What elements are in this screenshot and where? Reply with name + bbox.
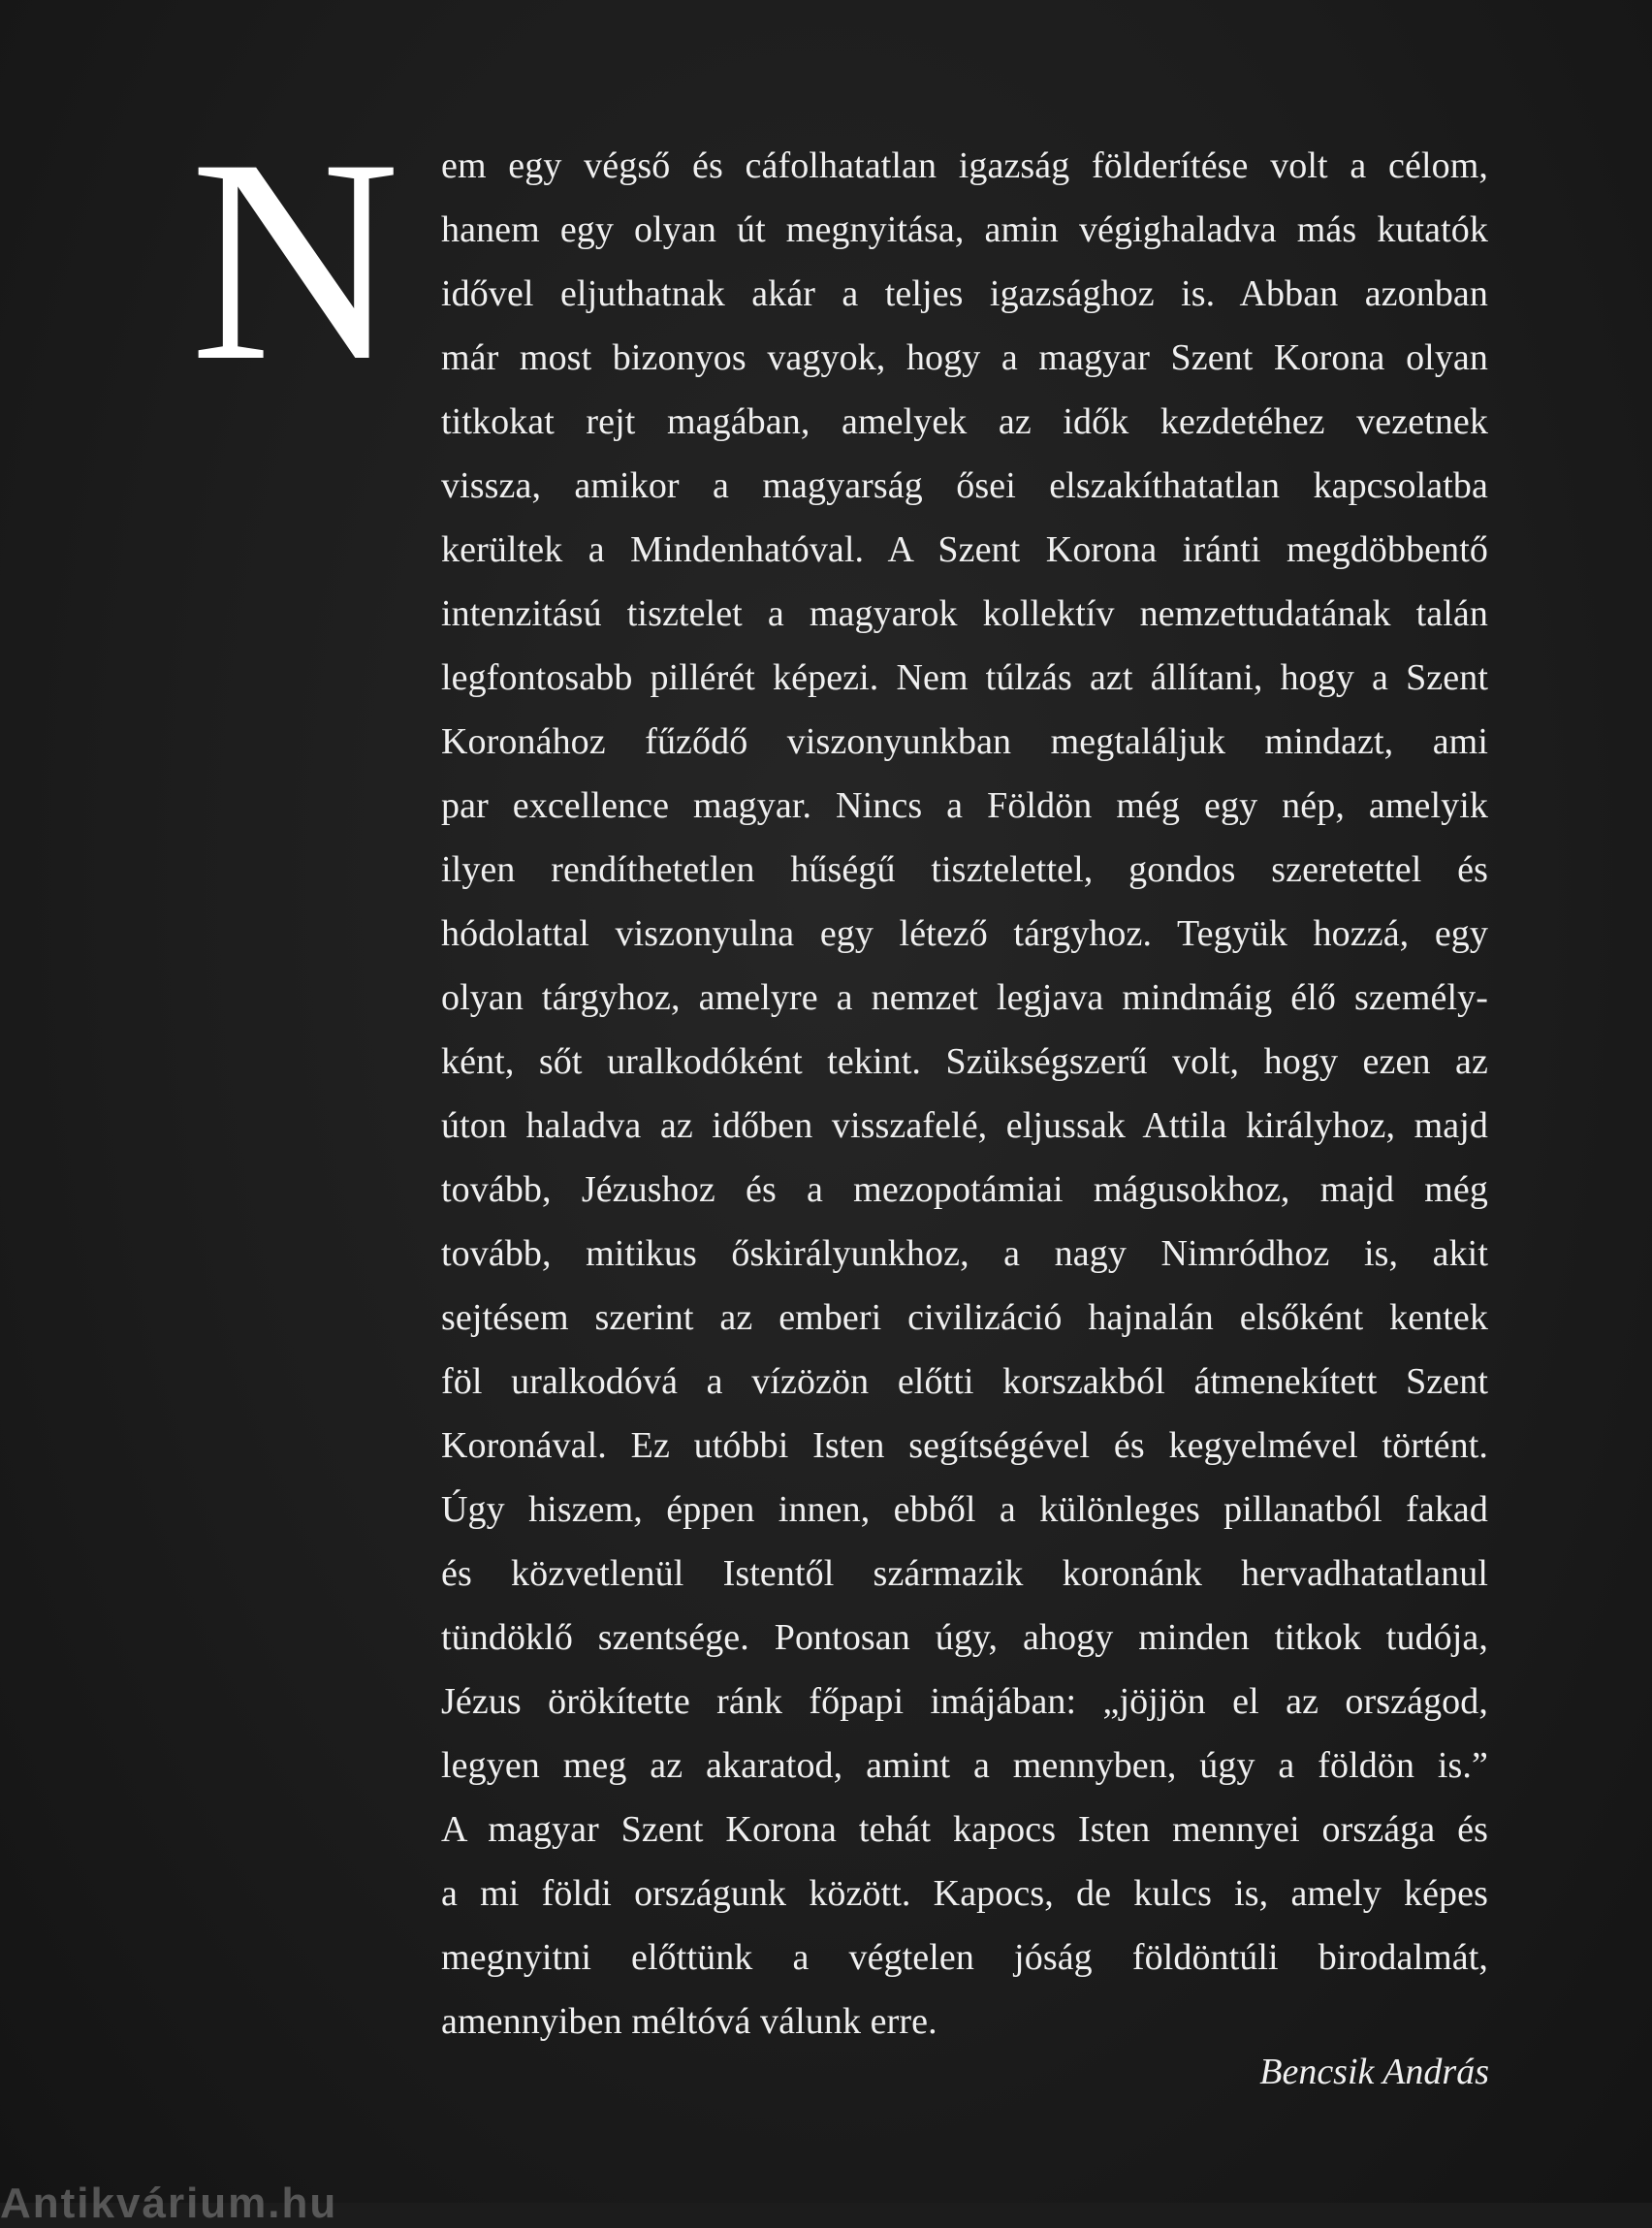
text-line: úton haladva az időben visszafelé, eljussak Attila királyhoz, majd: [441, 1105, 1488, 1146]
text-line: Úgy hiszem, éppen innen, ebből a különleges pillanatból fakad: [441, 1489, 1488, 1530]
text-line: föl uralkodóvá a vízözön előtti korszakból átmenekített Szent: [441, 1361, 1488, 1402]
text-line: tündöklő szentsége. Pontosan úgy, ahogy minden titkok tudója,: [441, 1617, 1488, 1658]
text-line: em egy végső és cáfolhatatlan igazság földerítése volt a célom,: [441, 145, 1488, 186]
text-line: vissza, amikor a magyarság ősei elszakíthatatlan kapcsolatba: [441, 465, 1488, 506]
author-signature: Bencsik András: [1259, 2052, 1489, 2092]
text-line: titkokat rejt magában, amelyek az idők kezdetéhez vezetnek: [441, 401, 1488, 442]
text-line: intenzitású tisztelet a magyarok kollektív nemzettudatának talán: [441, 593, 1488, 634]
watermark: Antikvárium.hu: [0, 2180, 338, 2227]
text-line: kerültek a Mindenhatóval. A Szent Korona iránti megdöbbentő: [441, 529, 1488, 570]
text-line: Jézus örökítette ránk főpapi imájában: „jöjjön el az országod,: [441, 1681, 1488, 1722]
text-line: megnyitni előttünk a végtelen jóság földöntúli birodalmát,: [441, 1937, 1488, 1978]
text-line: Koronával. Ez utóbbi Isten segítségével és kegyelmével történt.: [441, 1425, 1488, 1466]
text-line-last: amennyiben méltóvá válunk erre.: [441, 2001, 937, 2042]
text-line: tovább, mitikus őskirályunkhoz, a nagy Nimródhoz is, akit: [441, 1233, 1488, 1274]
text-line: már most bizonyos vagyok, hogy a magyar Szent Korona olyan: [441, 337, 1488, 378]
text-line: ként, sőt uralkodóként tekint. Szükségszerű volt, hogy ezen az: [441, 1041, 1488, 1082]
text-line: hanem egy olyan út megnyitása, amin végighaladva más kutatók: [441, 209, 1488, 250]
body-text: [441, 134, 1488, 2053]
text-line: idővel eljuthatnak akár a teljes igazsághoz is. Abban azonban: [441, 273, 1488, 314]
text-line: par excellence magyar. Nincs a Földön még egy nép, amelyik: [441, 785, 1488, 826]
text-line: tovább, Jézushoz és a mezopotámiai mágusokhoz, majd még: [441, 1169, 1488, 1210]
text-line: olyan tárgyhoz, amelyre a nemzet legjava mindmáig élő személy-: [441, 977, 1488, 1018]
text-line: A magyar Szent Korona tehát kapocs Isten mennyei országa és: [441, 1809, 1488, 1850]
text-line: és közvetlenül Istentől származik koronánk hervadhatatlanul: [441, 1553, 1488, 1594]
text-line: ilyen rendíthetetlen hűségű tisztelettel, gondos szeretettel és: [441, 849, 1488, 890]
text-line: Koronához fűződő viszonyunkban megtaláljuk mindazt, ami: [441, 721, 1488, 762]
text-line: a mi földi országunk között. Kapocs, de kulcs is, amely képes: [441, 1873, 1488, 1914]
text-line: sejtésem szerint az emberi civilizáció hajnalán elsőként kentek: [441, 1297, 1488, 1338]
text-line: legfontosabb pillérét képezi. Nem túlzás azt állítani, hogy a Szent: [441, 657, 1488, 698]
drop-cap: N: [190, 99, 400, 421]
text-line: hódolattal viszonyulna egy létező tárgyhoz. Tegyük hozzá, egy: [441, 913, 1488, 954]
text-line: legyen meg az akaratod, amint a mennyben, úgy a földön is.”: [441, 1745, 1488, 1786]
